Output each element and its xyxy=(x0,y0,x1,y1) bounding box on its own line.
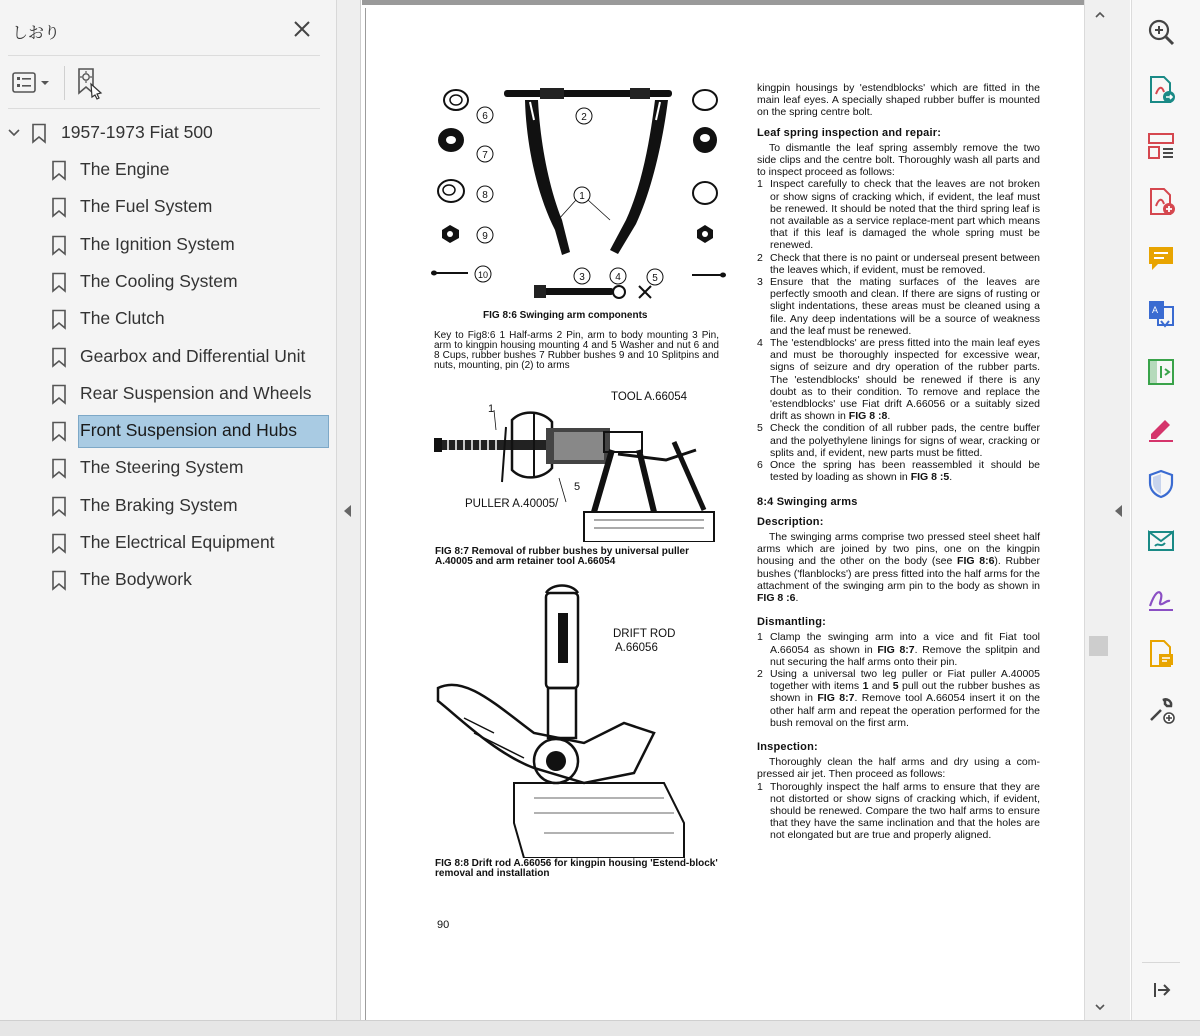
heading-inspection: Inspection: xyxy=(757,740,818,753)
svg-text:A: A xyxy=(1152,305,1159,315)
callout-2: 2 xyxy=(581,112,587,123)
bookmark-item[interactable] xyxy=(0,302,337,336)
bookmark-label: The Ignition System xyxy=(80,233,235,254)
bookmark-label: The Steering System xyxy=(80,457,244,478)
bookmark-icon xyxy=(51,272,67,293)
collapse-left-icon[interactable] xyxy=(344,505,351,517)
status-strip xyxy=(0,1020,1200,1036)
page-number: 90 xyxy=(437,919,450,931)
heading-swinging-arms: 8:4 Swinging arms xyxy=(757,495,858,508)
heading-leaf-spring: Leaf spring inspection and repair: xyxy=(757,126,942,139)
bookmark-label: The Braking System xyxy=(80,494,238,515)
chevron-up-icon[interactable] xyxy=(1093,8,1107,22)
list-item: 6 Once the spring has been reassembled it should be tested by loading as shown in FIG 8 :5. xyxy=(757,459,1040,484)
drift-label-1: DRIFT ROD xyxy=(613,628,676,640)
paragraph: To dismantle the leaf spring assembly remove the two side clips and the centre bolt. Thoroughly wash all parts and to inspect proceed as follows: xyxy=(757,141,1040,179)
paragraph: The swinging arms comprise two pressed steel sheet half arms which are joined by two pins, one on the kingpin housing and the other on the body (see FIG 8:6). Rubber bushes ('flanblocks') are press fitted into the half arms for the attachment of the swinging arm pin to the body as shown in FIG 8 :6. xyxy=(757,530,1040,604)
panel-splitter[interactable] xyxy=(337,0,361,1020)
callout-7: 7 xyxy=(482,150,488,161)
bookmark-item[interactable] xyxy=(0,340,337,374)
chevron-down-icon[interactable] xyxy=(7,126,21,140)
list-item: 5 Check the condition of all rubber pads, the centre buffer and the polyethylene linings for signs of wear, cracking or splits and, if evident, new parts must be fitted. xyxy=(757,422,1040,459)
puller-label: PULLER A.40005/ xyxy=(465,498,559,510)
close-icon[interactable] xyxy=(290,17,314,41)
bookmark-label: Front Suspension and Hubs xyxy=(80,420,297,441)
bookmark-item[interactable] xyxy=(0,265,337,299)
bookmark-icon xyxy=(51,533,67,554)
bookmark-label: The Electrical Equipment xyxy=(80,532,275,552)
send-for-signature-icon[interactable] xyxy=(1145,524,1177,556)
bookmark-icon xyxy=(51,458,67,479)
bookmark-icon xyxy=(51,160,67,181)
callout-1: 1 xyxy=(488,403,495,415)
scroll-thumb[interactable] xyxy=(1089,636,1108,656)
list-item: 2 Check that there is no paint or underseal present between the leaves which, if evident, must be removed. xyxy=(757,251,1040,276)
bookmark-icon xyxy=(31,123,47,144)
fig-8-8-caption: FIG 8:8 Drift rod A.66056 for kingpin housing 'Estend-block' removal and installation xyxy=(435,858,718,879)
divider xyxy=(64,66,65,100)
bookmark-label: Gearbox and Differential Unit xyxy=(80,345,306,366)
tool-label: TOOL A.66054 xyxy=(611,391,688,403)
fig-8-7-caption: FIG 8:7 Removal of rubber bushes by universal puller A.40005 and arm retainer tool A.66054 xyxy=(435,546,689,567)
callout-1: 1 xyxy=(579,191,585,202)
bookmark-label: The Bodywork xyxy=(80,569,192,590)
callout-5: 5 xyxy=(652,273,658,284)
fig-8-6-illustration xyxy=(430,80,730,310)
edit-pdf-icon[interactable] xyxy=(1145,412,1177,444)
text-column xyxy=(757,82,1040,842)
drift-label-2: A.66056 xyxy=(615,642,658,654)
comment-icon[interactable] xyxy=(1145,242,1177,274)
add-bookmark-icon[interactable] xyxy=(74,66,106,100)
bookmark-item[interactable] xyxy=(0,153,337,187)
callout-8: 8 xyxy=(482,190,488,201)
list-item: 1 Clamp the swinging arm into a vice and fit Fiat tool A.66054 as shown in FIG 8:7. Remove the splitpin and nut securing the half arms onto their pin. xyxy=(757,631,1041,668)
document-view[interactable] xyxy=(362,5,1084,1020)
callout-4: 4 xyxy=(615,272,621,283)
protect-icon[interactable] xyxy=(1145,468,1177,500)
fig-8-8-illustration xyxy=(434,583,724,858)
bookmark-icon xyxy=(51,421,67,442)
fill-sign-icon[interactable] xyxy=(1145,582,1177,614)
bookmarks-header xyxy=(0,0,337,58)
pdf-page xyxy=(365,8,1081,1020)
bookmark-label: The Clutch xyxy=(80,308,165,329)
list-item: 4 The 'estendblocks' are press fitted into the main leaf eyes and must be thoroughly inspected for excessive wear, signs of seizure and dry operation of the rubber parts. The 'estendblocks' should be renewed if there is any doubt as to their condition. To remove and replace the 'estendblocks' use Fiat drift A.66056 or a suitably sized drift as shown in FIG 8 :8. xyxy=(757,337,1040,423)
bookmark-item[interactable] xyxy=(0,489,337,523)
divider xyxy=(8,55,320,56)
bookmark-item[interactable] xyxy=(0,190,337,224)
paragraph: kingpin housings by 'estendblocks' which are fitted in the main leaf eyes. A specially shaped rubber buffer is mounted on the spring centre bolt. xyxy=(757,82,1040,119)
bookmarks-toolbar xyxy=(0,62,337,106)
bookmark-item[interactable] xyxy=(0,563,337,597)
expand-right-panel-icon[interactable] xyxy=(1115,505,1122,517)
bookmark-label: The Cooling System xyxy=(80,270,238,291)
callout-6: 6 xyxy=(482,111,488,122)
bookmark-icon xyxy=(51,570,67,591)
bookmark-icon xyxy=(51,309,67,330)
bookmark-item[interactable] xyxy=(0,526,337,560)
inspection-steps xyxy=(757,781,1040,842)
bookmark-icon xyxy=(51,197,67,218)
bookmark-label: Rear Suspension and Wheels xyxy=(80,382,312,403)
fig-8-7-illustration xyxy=(434,402,724,542)
paragraph: Thoroughly clean the half arms and dry using a com-pressed air jet. Then proceed as follows: xyxy=(757,756,1040,781)
export-pdf-icon[interactable] xyxy=(1145,74,1177,106)
bookmark-icon xyxy=(51,496,67,517)
bookmark-label: The Engine xyxy=(80,159,170,179)
leaf-spring-steps xyxy=(757,178,1040,483)
bookmark-root[interactable] xyxy=(0,116,337,150)
bookmark-item[interactable] xyxy=(0,414,337,448)
heading-description: Description: xyxy=(757,515,824,528)
bookmarks-title: しおり xyxy=(12,23,61,42)
vertical-scrollbar[interactable] xyxy=(1084,0,1130,1020)
collapse-tools-icon[interactable] xyxy=(1145,974,1177,1006)
callout-9: 9 xyxy=(482,231,488,242)
more-tools-icon[interactable] xyxy=(1145,694,1177,726)
bookmark-icon xyxy=(51,347,67,368)
zoom-icon[interactable] xyxy=(1145,16,1177,48)
fig-8-6-key: Key to Fig8:6 1 Half-arms 2 Pin, arm to body mounting 3 Pin, arm to kingpin housing mounting 4 and 5 Washer and nut 6 and 8 Cups, rubber bushes 7 Rubber bushes 9 and 10 Splitpins and nuts, mounting, pin (2) to arms xyxy=(434,330,719,371)
dismantling-steps xyxy=(757,631,1040,729)
bookmark-icon xyxy=(51,384,67,405)
list-options-icon[interactable] xyxy=(10,68,56,98)
bookmark-icon xyxy=(51,235,67,256)
fig-8-6-caption: FIG 8:6 Swinging arm components xyxy=(483,310,648,321)
create-pdf-icon[interactable] xyxy=(1145,186,1177,218)
list-item: 1 Inspect carefully to check that the leaves are not broken or show signs of cracking which, if evident, the leaf must be renewed. It should be noted that the third spring leaf is not available as a service replace-ment part which means that if this leaf is damaged the whole spring must be renewed. xyxy=(757,178,1040,252)
bookmarks-panel xyxy=(0,0,337,1020)
compress-pdf-icon[interactable] xyxy=(1145,356,1177,388)
heading-dismantling: Dismantling: xyxy=(757,616,827,629)
bookmark-label: 1957-1973 Fiat 500 xyxy=(61,122,213,142)
bookmark-item[interactable] xyxy=(0,377,337,411)
chevron-down-icon[interactable] xyxy=(1093,1000,1107,1014)
send-comments-icon[interactable] xyxy=(1145,638,1177,670)
list-item: 2 Using a universal two leg puller or Fiat puller A.40005 together with items 1 and 5 pull out the rubber bushes as shown in FIG 8:7. Remove tool A.66054 insert it on the other half arm and repeat the operation performed for the bush removal on the first arm. xyxy=(757,667,1041,729)
list-item: 3 Ensure that the mating surfaces of the leaves are perfectly smooth and clean. If there are signs of rusting or slight indentations, these areas must be cleaned using a file. Any deep indentations will be a source of weakness and the leaf must be renewed. xyxy=(757,276,1040,337)
divider xyxy=(8,108,320,109)
callout-3: 3 xyxy=(579,272,585,283)
divider xyxy=(1142,962,1180,963)
tools-rail xyxy=(1131,0,1200,1020)
callout-5: 5 xyxy=(574,481,581,493)
organize-pages-icon[interactable] xyxy=(1145,130,1177,162)
bookmark-label: The Fuel System xyxy=(80,196,213,217)
combine-files-icon[interactable] xyxy=(1145,298,1177,330)
callout-10: 10 xyxy=(477,270,489,280)
bookmark-item[interactable] xyxy=(0,228,337,262)
list-item: 1 Thoroughly inspect the half arms to ensure that they are not distorted or show signs of cracking which, if evident, should be renewed. Compare the two half arms to ensure that they have the same inclination and that the holes are not elongated but are true and properly aligned. xyxy=(757,780,1040,842)
bookmark-item[interactable] xyxy=(0,451,337,485)
